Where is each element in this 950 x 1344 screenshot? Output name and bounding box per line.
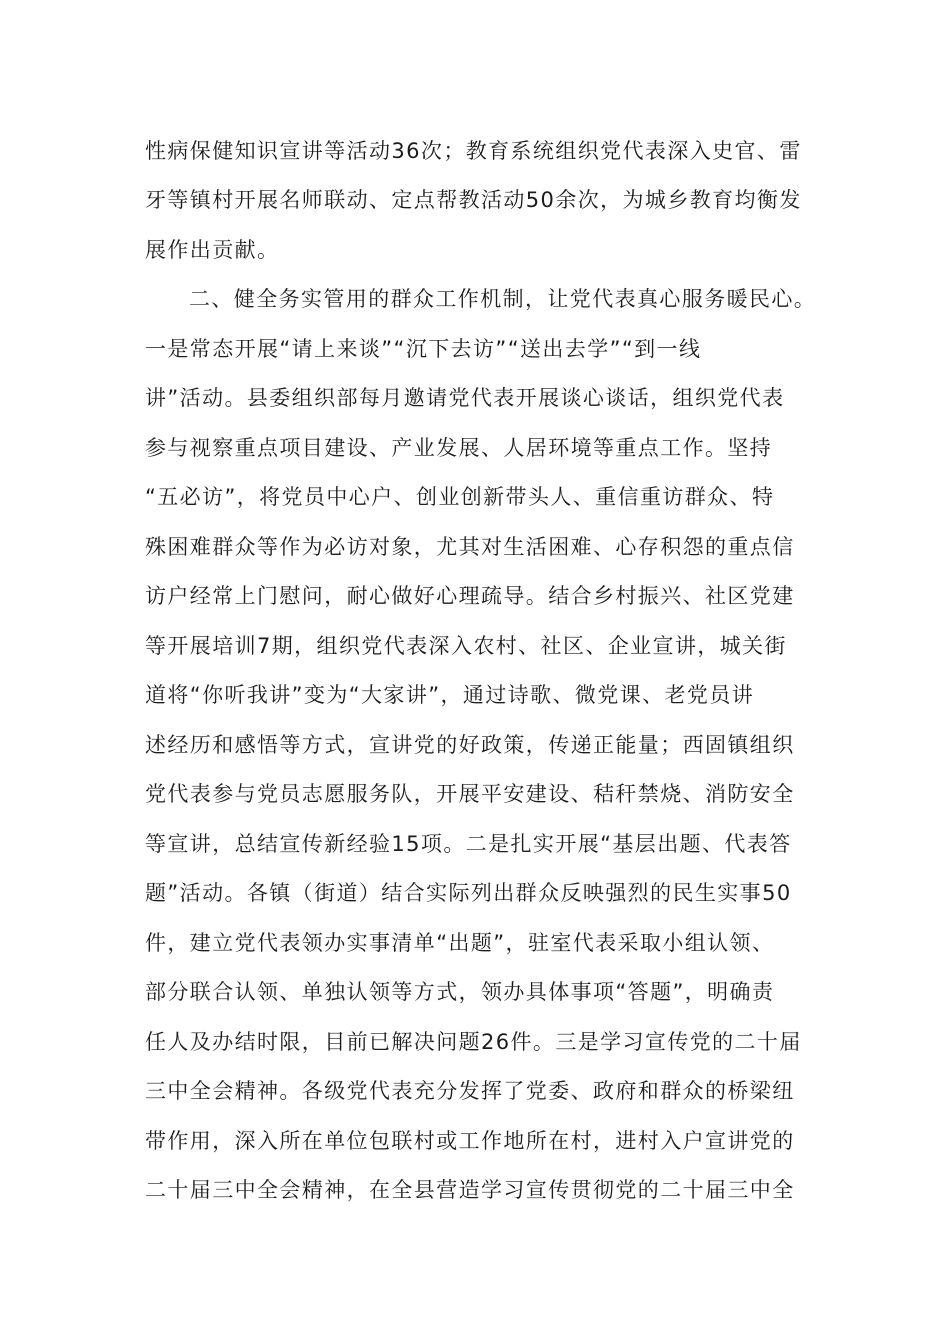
text-line: 性病保健知识宣讲等活动36次；教育系统组织党代表深入史官、雷 (145, 139, 802, 163)
text-line: 一是常态开展“请上来谈”“沉下去访”“送出去学”“到一线 (145, 337, 702, 361)
section-heading-line: 二、健全务实管用的群众工作机制，让党代表真心服务暖民心。 (189, 287, 817, 311)
text-line: 带作用，深入所在单位包联村或工作地所在村，进村入户宣讲党的 (145, 1129, 795, 1153)
text-line: 道将“你听我讲”变为“大家讲”，通过诗歌、微党课、老党员讲 (145, 683, 755, 707)
text-line: 展作出贡献。 (145, 238, 280, 262)
text-line: 部分联合认领、单独认领等方式，领办具体事项“答题”，明确责 (145, 980, 775, 1004)
text-line: 等宣讲，总结宣传新经验15项。二是扎实开展“基层出题、代表答 (145, 832, 792, 856)
text-line: 访户经常上门慰问，耐心做好心理疏导。结合乡村振兴、社区党建 (145, 584, 795, 608)
text-line: 三中全会精神。各级党代表充分发挥了党委、政府和群众的桥梁纽 (145, 1079, 795, 1103)
text-line: 党代表参与党员志愿服务队，开展平安建设、秸秆禁烧、消防安全 (145, 782, 795, 806)
text-line: 殊困难群众等作为必访对象，尤其对生活困难、心存积怨的重点信 (145, 535, 795, 559)
text-line: 题”活动。各镇（街道）结合实际列出群众反映强烈的民生实事50 (145, 881, 792, 905)
text-line: 任人及办结时限，目前已解决问题26件。三是学习宣传党的二十届 (145, 1030, 802, 1054)
text-line: 参与视察重点项目建设、产业发展、人居环境等重点工作。坚持 (145, 436, 773, 460)
text-line: “五必访”，将党员中心户、创业创新带头人、重信重访群众、特 (145, 485, 775, 509)
text-line: 牙等镇村开展名师联动、定点帮教活动50余次，为城乡教育均衡发 (145, 188, 802, 212)
text-line: 讲”活动。县委组织部每月邀请党代表开展谈心谈话，组织党代表 (145, 386, 785, 410)
text-line: 述经历和感悟等方式，宣讲党的好政策，传递正能量；西固镇组织 (145, 733, 795, 757)
text-line: 等开展培训7期，组织党代表深入农村、社区、企业宣讲，城关街 (145, 634, 787, 658)
text-line: 件，建立党代表领办实事清单“出题”，驻室代表采取小组认领、 (145, 931, 775, 955)
text-line: 二十届三中全会精神，在全县营造学习宣传贯彻党的二十届三中全 (145, 1178, 795, 1202)
